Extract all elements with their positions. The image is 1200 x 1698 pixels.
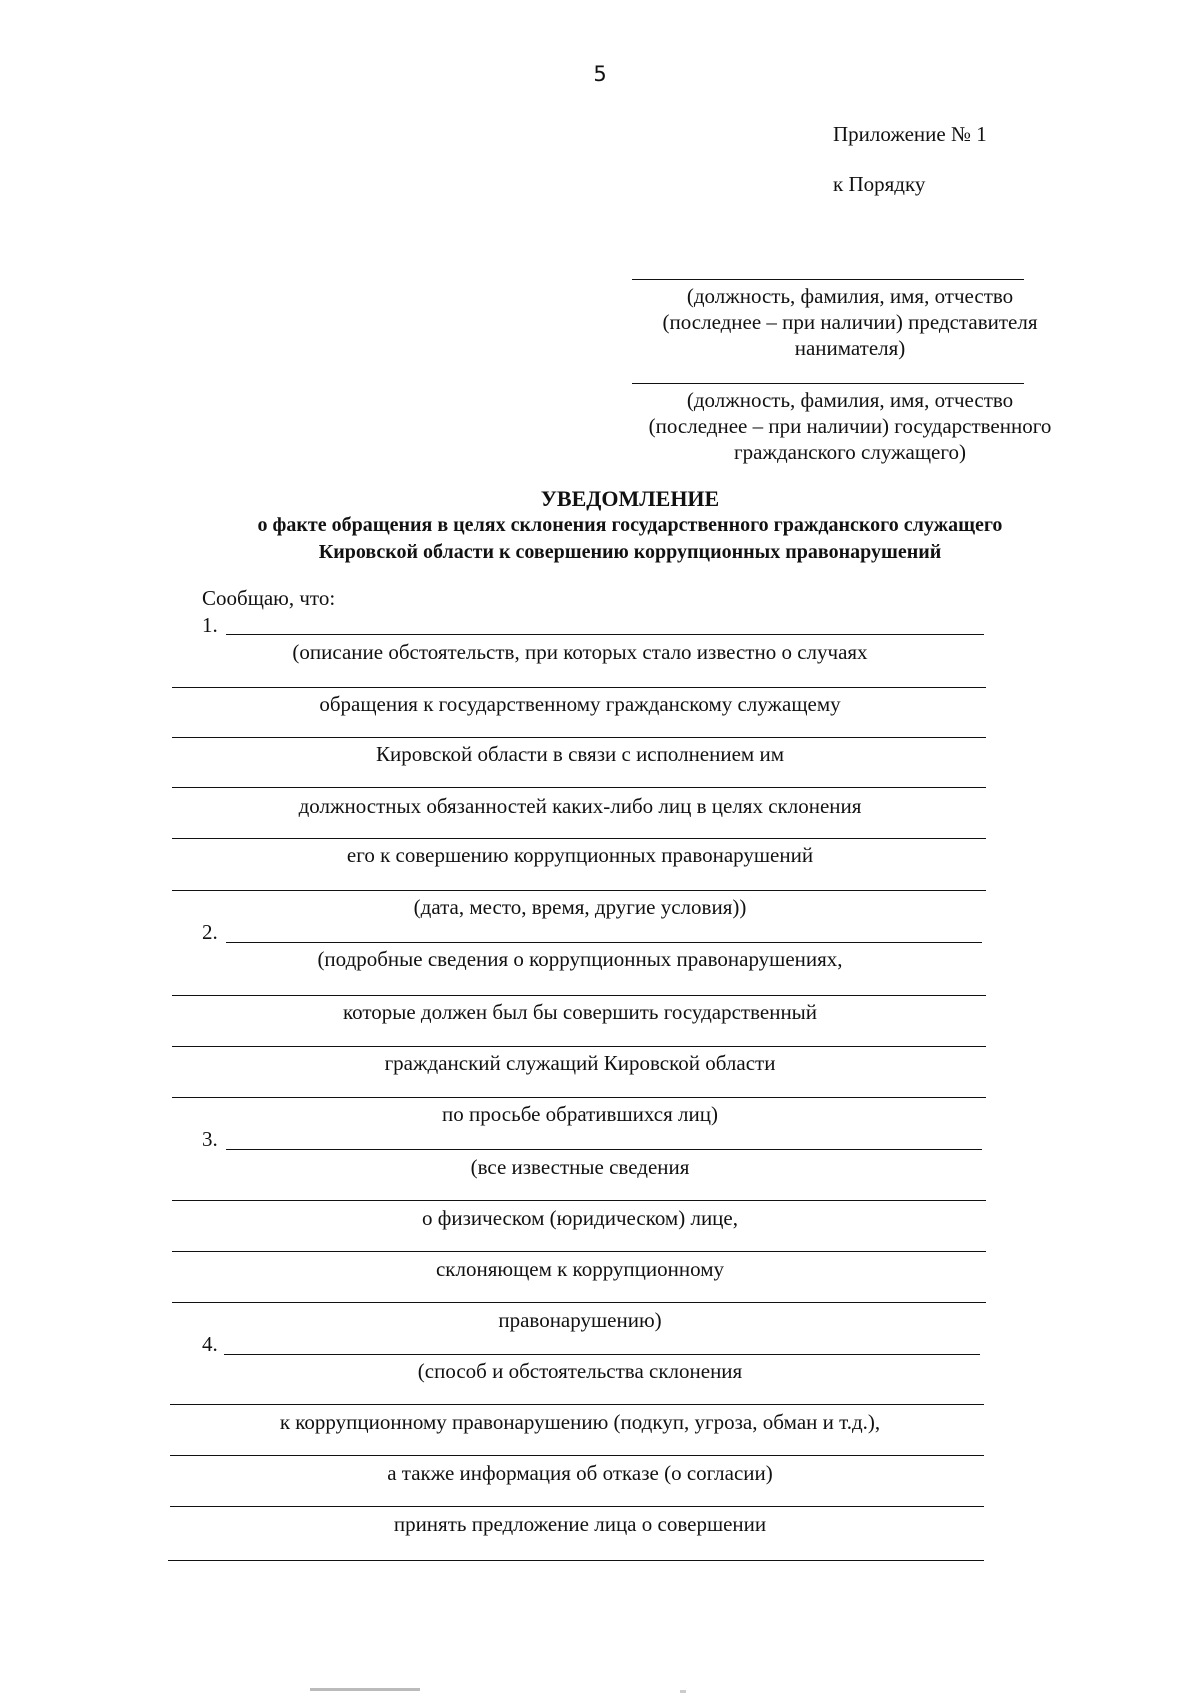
addressee-servant-line	[632, 383, 1024, 384]
item-4-caption-1: (способ и обстоятельства склонения	[417, 1359, 743, 1383]
item-2-line-1	[226, 942, 982, 943]
item-1-line-1	[226, 634, 984, 635]
item-3-line-2	[172, 1200, 986, 1201]
page-number: 5	[593, 62, 607, 86]
item-3-line-1	[226, 1149, 982, 1150]
document-subtitle-line-2: Кировской области к совершению коррупционных правонарушений	[318, 541, 942, 563]
item-number-3: 3.	[202, 1127, 218, 1151]
item-2-line-2	[172, 995, 986, 996]
item-3-caption-4: правонарушению)	[498, 1308, 662, 1332]
item-4-line-2	[170, 1404, 984, 1405]
item-3-line-3	[172, 1251, 986, 1252]
item-4-line-5	[168, 1560, 984, 1561]
caption-line: нанимателя)	[794, 336, 906, 360]
item-3-line-4	[172, 1302, 986, 1303]
item-2-line-3	[172, 1046, 986, 1047]
item-1-caption-5: его к совершению коррупционных правонарушений	[346, 843, 814, 867]
scan-artifact	[310, 1688, 420, 1691]
item-1-line-4	[172, 787, 986, 788]
item-2-caption-3: гражданский служащий Кировской области	[384, 1051, 776, 1075]
item-1-line-3	[172, 737, 986, 738]
intro-text: Сообщаю, что:	[202, 586, 336, 610]
item-1-caption-1: (описание обстоятельств, при которых стало известно о случаях	[292, 640, 868, 664]
item-number-1: 1.	[202, 613, 218, 637]
item-number-2: 2.	[202, 920, 218, 944]
addressee-employer-line	[632, 279, 1024, 280]
caption-line: (должность, фамилия, имя, отчество	[686, 284, 1014, 308]
item-1-line-5	[172, 838, 986, 839]
appendix-reference: к Порядку	[833, 172, 926, 196]
addressee-employer-caption	[620, 283, 1080, 361]
item-2-caption-1: (подробные сведения о коррупционных правонарушениях,	[317, 947, 843, 971]
item-1-caption-3: Кировской области в связи с исполнением им	[376, 742, 784, 766]
item-4-line-4	[170, 1506, 984, 1507]
item-2-caption-4: по просьбе обратившихся лиц)	[442, 1102, 718, 1126]
caption-line: (последнее – при наличии) представителя	[662, 310, 1038, 334]
item-4-caption-4: принять предложение лица о совершении	[393, 1512, 767, 1536]
item-1-line-2	[172, 687, 986, 688]
item-4-caption-2: к коррупционному правонарушению (подкуп, угроза, обман и т.д.),	[279, 1410, 881, 1434]
item-1-caption-4: должностных обязанностей каких-либо лиц в целях склонения	[298, 794, 862, 818]
caption-line: (последнее – при наличии) государственного	[648, 414, 1052, 438]
item-1-caption-2: обращения к государственному гражданскому служащему	[319, 692, 841, 716]
caption-line: (должность, фамилия, имя, отчество	[686, 388, 1014, 412]
document-title: УВЕДОМЛЕНИЕ	[540, 486, 720, 511]
item-1-line-6	[172, 890, 986, 891]
document-subtitle-line-1: о факте обращения в целях склонения государственного гражданского служащего	[257, 514, 1003, 536]
item-2-line-4	[172, 1097, 986, 1098]
item-2-caption-2: которые должен был бы совершить государственный	[342, 1000, 818, 1024]
addressee-servant-caption	[620, 387, 1080, 465]
item-number-4: 4.	[202, 1332, 218, 1356]
appendix-number: Приложение № 1	[833, 122, 987, 146]
item-4-caption-3: а также информация об отказе (о согласии)	[387, 1461, 773, 1485]
scan-artifact	[680, 1690, 686, 1693]
item-4-line-3	[170, 1455, 984, 1456]
item-4-line-1	[224, 1354, 980, 1355]
caption-line: гражданского служащего)	[734, 440, 966, 464]
item-1-caption-6: (дата, место, время, другие условия))	[413, 895, 747, 919]
item-3-caption-3: склоняющем к коррупционному	[435, 1257, 724, 1281]
item-3-caption-1: (все известные сведения	[470, 1155, 690, 1179]
item-3-caption-2: о физическом (юридическом) лице,	[422, 1206, 738, 1230]
